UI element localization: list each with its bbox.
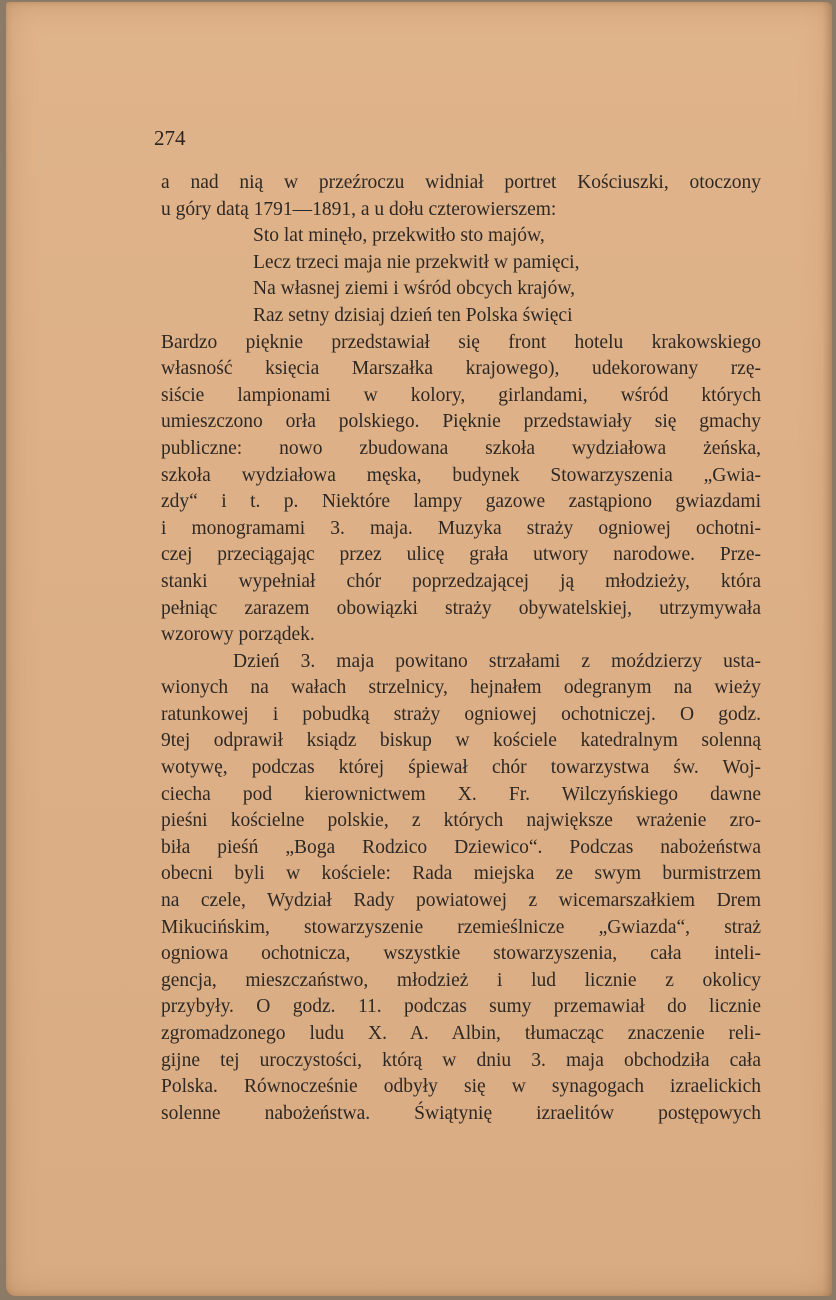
text-line: wotywę, podczas której śpiewał chór towarzystwa św. Woj- — [161, 757, 761, 779]
verse-line: Na własnej ziemi i wśród obcych krajów, — [253, 278, 576, 300]
text-line: czej przeciągając przez ulicę grała utwory narodowe. Prze- — [161, 544, 761, 566]
text-line: zgromadzonego ludu X. A. Albin, tłumacząc znaczenie reli- — [161, 1023, 761, 1044]
text-line: zdy“ i t. p. Niektóre lampy gazowe zastąpiono gwiazdami — [161, 491, 761, 513]
book-page — [6, 2, 832, 1296]
text-line: pieśni kościelne polskie, z których największe wrażenie zro- — [161, 810, 761, 832]
text-line: biła pieśń „Boga Rodzico Dziewico“. Podczas nabożeństwa — [161, 836, 761, 858]
text-line: szkoła wydziałowa męska, budynek Stowarzyszenia „Gwia- — [161, 464, 761, 486]
text-line: solenne nabożeństwa. Świątynię izraelitów postępowych — [161, 1102, 761, 1124]
text-line: ratunkowej i pobudką straży ogniowej ochotniczej. O godz. — [161, 703, 761, 725]
text-line: ciecha pod kierownictwem X. Fr. Wilczyńskiego dawne — [161, 783, 761, 805]
text-line: przybyły. O godz. 11. podczas sumy przemawiał do licznie — [161, 996, 761, 1018]
text-line: obecni byli w kościele: Rada miejska ze swym burmistrzem — [161, 863, 761, 885]
page-edge — [822, 2, 832, 1296]
text-line: Mikucińskim, stowarzyszenie rzemieślnicze „Gwiazda“, straż — [161, 916, 761, 938]
text-line: gijne tej uroczystości, którą w dniu 3. maja obchodziła cała — [161, 1049, 761, 1071]
text-line: własność księcia Marszałka krajowego), udekorowany rzę- — [161, 358, 761, 380]
verse-line: Lecz trzeci maja nie przekwitł w pamięci, — [253, 251, 580, 273]
text-line: publiczne: nowo zbudowana szkoła wydziałowa żeńska, — [161, 437, 761, 459]
verse-line: Raz setny dzisiaj dzień ten Polska święci — [253, 304, 573, 326]
text-line: stanki wypełniał chór poprzedzającej ją młodzieży, która — [161, 570, 761, 592]
text-line: umieszczono orła polskiego. Pięknie przedstawiały się gmachy — [161, 411, 761, 433]
page-number: 274 — [154, 126, 186, 150]
text-line: na czele, Wydział Rady powiatowej z wicemarszałkiem Drem — [161, 890, 761, 912]
text-line: i monogramami 3. maja. Muzyka straży ogniowej ochotni- — [161, 517, 761, 539]
text-line: pełniąc zarazem obowiązki straży obywatelskiej, utrzymywała — [161, 597, 761, 619]
body-text — [161, 170, 761, 1127]
text-line: wionych na wałach strzelnicy, hejnałem odegranym na wieży — [161, 677, 761, 699]
text-line: Polska. Równocześnie odbyły się w synagogach izraelickich — [161, 1076, 761, 1098]
text-line: a nad nią w przeźroczu widniał portret Kościuszki, otoczony — [161, 172, 761, 193]
text-line: Bardzo pięknie przedstawiał się front hotelu krakowskiego — [161, 331, 761, 353]
text-line: ogniowa ochotnicza, wszystkie stowarzyszenia, cała inteli- — [161, 943, 761, 965]
text-line: siście lampionami w kolory, girlandami, wśród których — [161, 384, 761, 406]
text-line: gencja, mieszczaństwo, młodzież i lud licznie z okolicy — [161, 969, 761, 991]
text-line: wzorowy porządek. — [161, 624, 315, 646]
verse-line: Sto lat minęło, przekwitło sto majów, — [253, 225, 545, 247]
text-line: Dzień 3. maja powitano strzałami z moździerzy usta- — [233, 650, 761, 672]
text-line: u góry datą 1791—1891, a u dołu czterowierszem: — [161, 198, 557, 220]
text-line: 9tej odprawił ksiądz biskup w kościele katedralnym solenną — [161, 730, 761, 752]
